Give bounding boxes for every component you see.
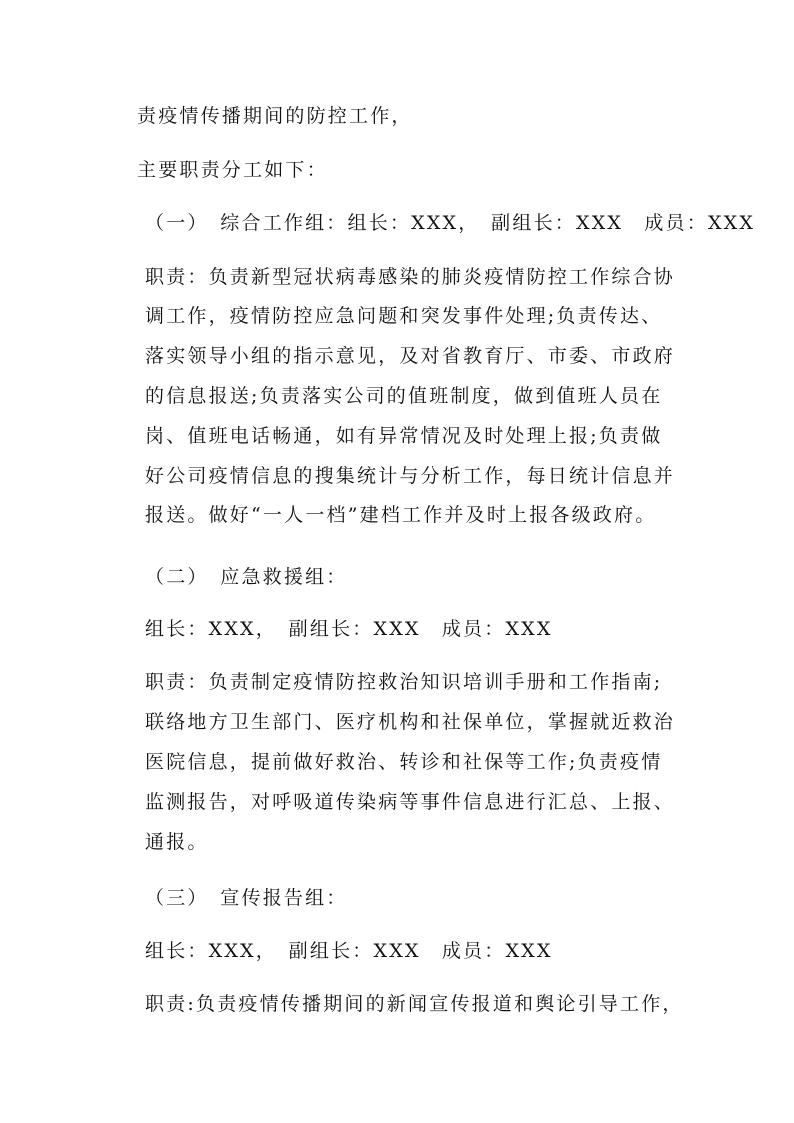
text-line-2: 主要职责分工如下： xyxy=(137,159,328,181)
text-line-16: 监测报告，对呼吸道传染病等事件信息进行汇总、上报、 xyxy=(145,791,676,813)
text-line-1: 责疫情传播期间的防控工作， xyxy=(137,105,413,127)
text-line-20: 职责:负责疫情传播期间的新闻宣传报道和舆论引导工作， xyxy=(145,993,684,1015)
text-line-13: 职责：负责制定疫情防控救治知识培训手册和工作指南; xyxy=(145,671,663,693)
text-line-12: 组长：XXX， 副组长：XXX 成员：XXX xyxy=(145,618,553,640)
text-line-14: 联络地方卫生部门、医疗机构和社保单位，掌握就近救治 xyxy=(145,711,676,733)
text-line-4: 职责：负责新型冠状病毒感染的肺炎疫情防控工作综合协 xyxy=(145,266,676,288)
section-heading-1: （一） 综合工作组：组长：XXX， 副组长：XXX 成员：XXX xyxy=(145,212,756,234)
text-line-5: 调工作，疫情防控应急问题和突发事件处理;负责传达、 xyxy=(145,305,663,327)
text-line-19: 组长：XXX， 副组长：XXX 成员：XXX xyxy=(145,940,553,962)
section-heading-3: （三） 宣传报告组： xyxy=(145,887,348,909)
text-line-15: 医院信息，提前做好救治、转诊和社保等工作;负责疫情 xyxy=(145,751,663,773)
text-line-17: 通报。 xyxy=(145,831,209,853)
text-line-8: 岗、值班电话畅通，如有异常情况及时处理上报;负责做 xyxy=(145,425,663,447)
text-line-10: 报送。做好“一人一档”建档工作并及时上报各级政府。 xyxy=(145,504,657,526)
section-heading-2: （二） 应急救援组： xyxy=(145,566,348,588)
text-line-7: 的信息报送;负责落实公司的值班制度，做到值班人员在 xyxy=(145,385,663,407)
text-line-9: 好公司疫情信息的搜集统计与分析工作，每日统计信息并 xyxy=(145,465,676,487)
text-line-6: 落实领导小组的指示意见，及对省教育厅、市委、市政府 xyxy=(145,345,676,367)
